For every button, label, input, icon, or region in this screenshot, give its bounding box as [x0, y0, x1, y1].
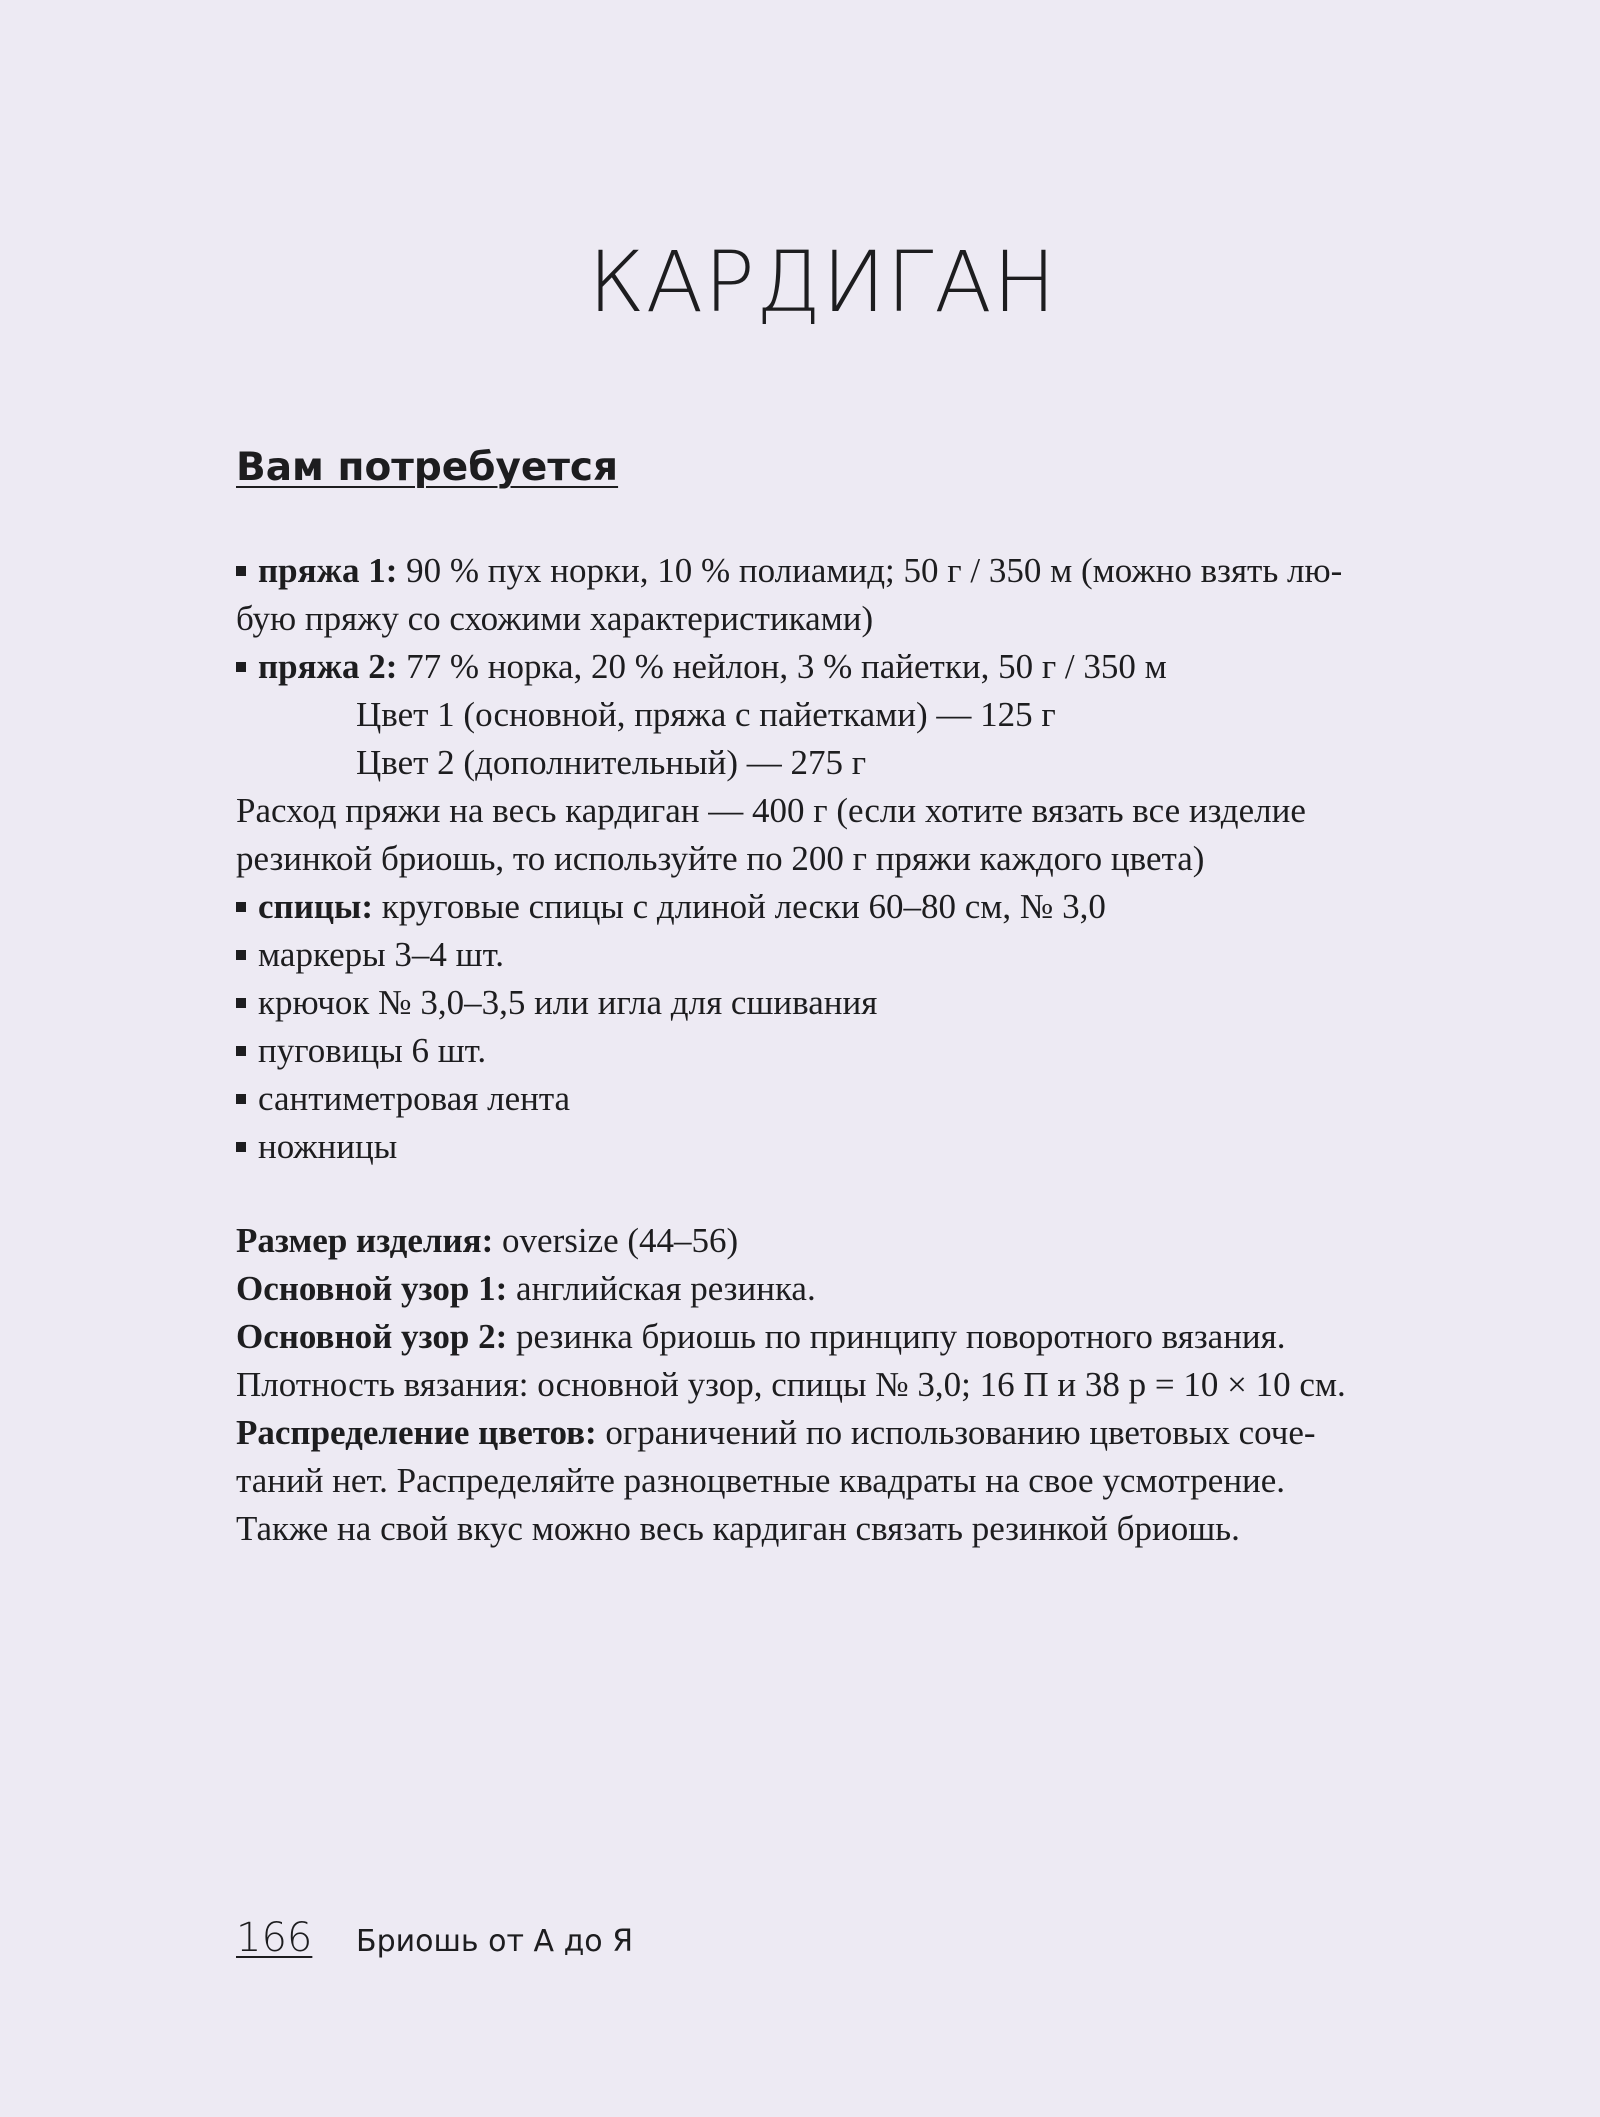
yarn1-label: пряжа 1:: [258, 551, 398, 590]
needles-label: спицы:: [258, 887, 374, 926]
size-label: Размер изделия:: [236, 1221, 494, 1260]
colors-label: Распределение цветов:: [236, 1413, 597, 1452]
page-number: 166: [236, 1915, 313, 1961]
bullet-icon: [236, 1094, 246, 1104]
bullet-icon: [236, 1046, 246, 1056]
materials-item-hook: [236, 979, 1414, 1027]
yarn-consumption: Расход пряжи на весь кардиган — 400 г (если хотите вязать все изделие: [236, 791, 1306, 830]
page-footer: [236, 1915, 634, 1961]
yarn-color-2: Цвет 2 (дополнительный) — 275 г: [356, 743, 867, 782]
colors-text: ограничений по использованию цветовых соче-: [596, 1413, 1316, 1452]
scissors-text: ножницы: [258, 1127, 398, 1166]
materials-item-needles: [236, 883, 1414, 931]
spec-colors: [236, 1409, 1414, 1457]
bullet-icon: [236, 902, 246, 912]
section-heading: Вам потребуется: [236, 445, 619, 490]
materials-item-scissors: [236, 1123, 1414, 1171]
spec-colors-cont-2: Также на свой вкус можно весь кардиган связать резинкой бриошь.: [236, 1509, 1240, 1548]
materials-item-markers: [236, 931, 1414, 979]
yarn1-text: 90 % пух норки, 10 % полиамид; 50 г / 350 м (можно взять лю-: [397, 551, 1343, 590]
materials-item-yarn2: [236, 643, 1414, 691]
yarn2-label: пряжа 2:: [258, 647, 398, 686]
recipe-body: [236, 547, 1414, 1553]
hook-text: крючок № 3,0–3,5 или игла для сшивания: [258, 983, 878, 1022]
bullet-icon: [236, 950, 246, 960]
bullet-icon: [236, 566, 246, 576]
pattern1-text: английская резинка.: [507, 1269, 816, 1308]
bullet-icon: [236, 1142, 246, 1152]
spec-size: [236, 1217, 1414, 1265]
materials-item-buttons: [236, 1027, 1414, 1075]
yarn2-text: 77 % норка, 20 % нейлон, 3 % пайетки, 50 г / 350 м: [397, 647, 1167, 686]
buttons-text: пуговицы 6 шт.: [258, 1031, 487, 1070]
spec-gauge: Плотность вязания: основной узор, спицы № 3,0; 16 П и 38 р = 10 × 10 см.: [236, 1365, 1346, 1404]
spec-pattern-2: [236, 1313, 1414, 1361]
yarn-color-1: Цвет 1 (основной, пряжа с пайетками) — 125 г: [356, 695, 1056, 734]
spacer: [236, 1171, 1414, 1217]
needles-text: круговые спицы с длиной лески 60–80 см, № 3,0: [373, 887, 1106, 926]
pattern2-label: Основной узор 2:: [236, 1317, 508, 1356]
bullet-icon: [236, 662, 246, 672]
page-title: КАРДИГАН: [588, 233, 1057, 331]
markers-text: маркеры 3–4 шт.: [258, 935, 504, 974]
pattern1-label: Основной узор 1:: [236, 1269, 508, 1308]
materials-item-yarn1: [236, 547, 1414, 595]
materials-item-tape: [236, 1075, 1414, 1123]
size-text: oversize (44–56): [493, 1221, 739, 1260]
running-title: Бриошь от А до Я: [356, 1924, 634, 1959]
spec-pattern-1: [236, 1265, 1414, 1313]
yarn-consumption-cont: резинкой бриошь, то используйте по 200 г пряжи каждого цвета): [236, 839, 1205, 878]
pattern2-text: резинка бриошь по принципу поворотного вязания.: [507, 1317, 1286, 1356]
tape-text: сантиметровая лента: [258, 1079, 571, 1118]
bullet-icon: [236, 998, 246, 1008]
spec-colors-cont-1: таний нет. Распределяйте разноцветные квадраты на свое усмотрение.: [236, 1461, 1286, 1500]
materials-item-yarn1-cont: бую пряжу со схожими характеристиками): [236, 599, 874, 638]
